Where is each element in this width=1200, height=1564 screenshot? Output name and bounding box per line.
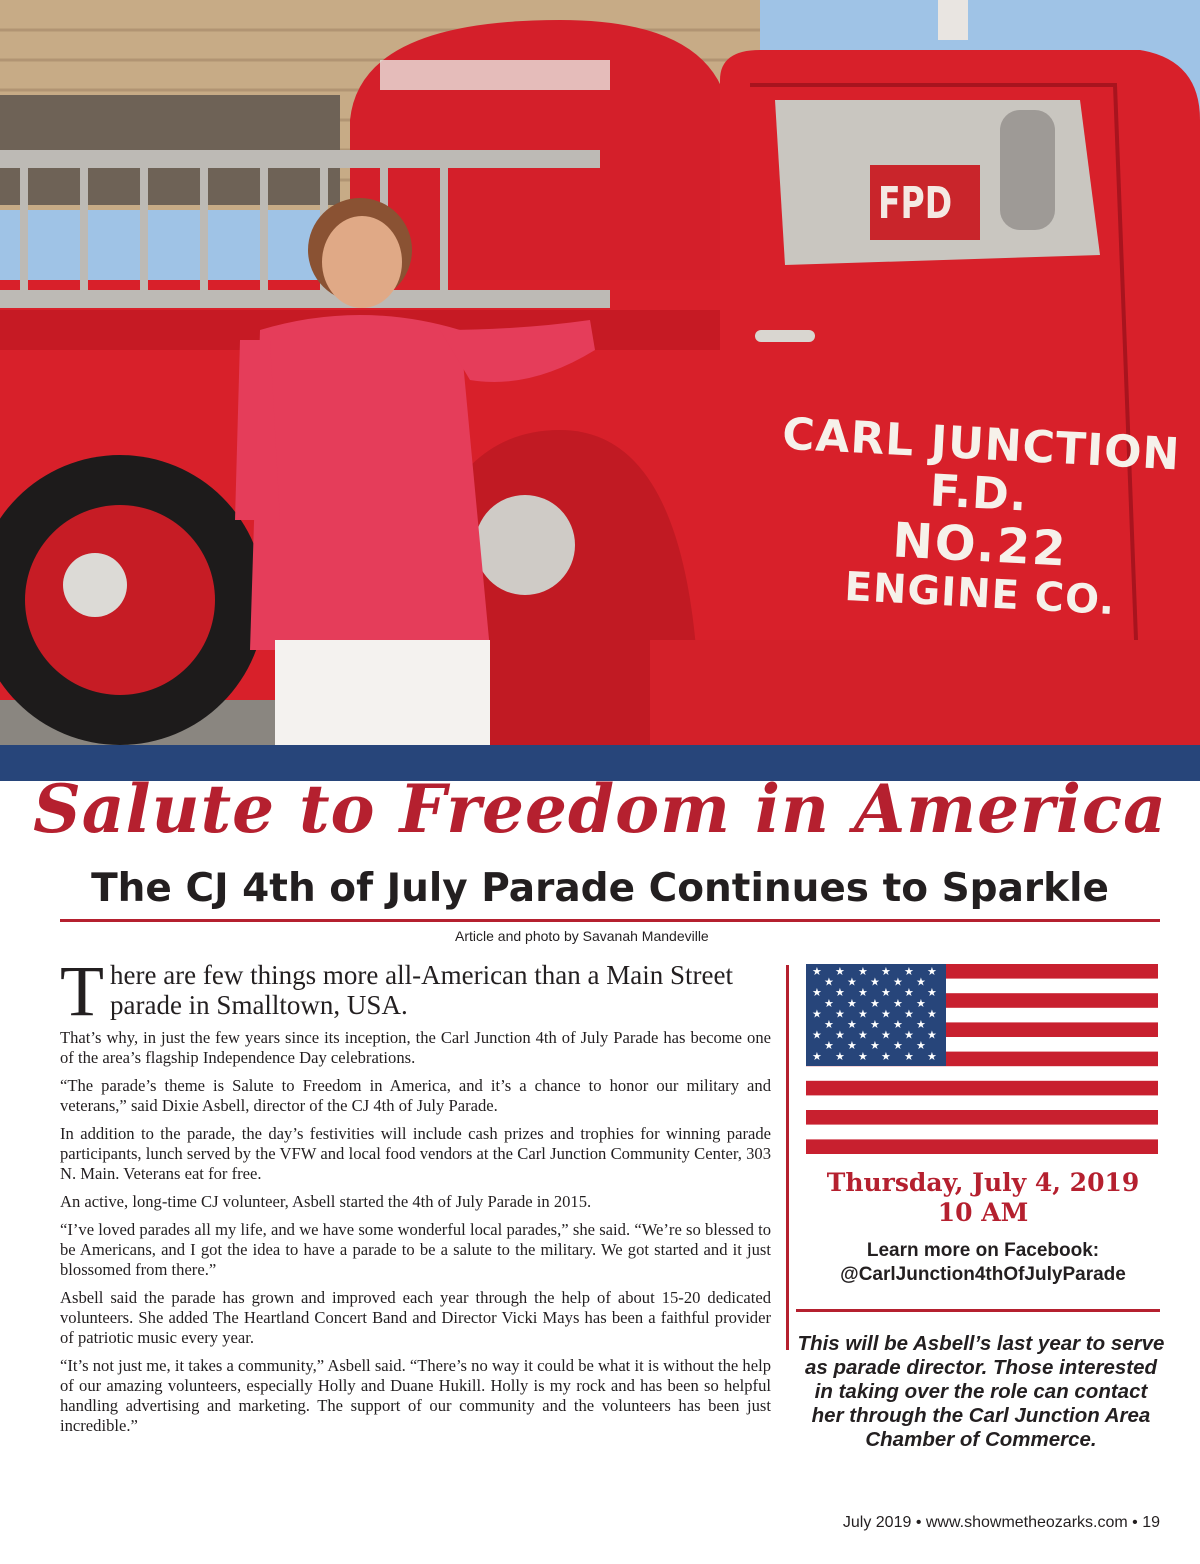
door-line-3: ENGINE CO. [843,564,1117,625]
article-body [60,951,771,1444]
event-date: Thursday, July 4, 2019 [826,1168,1140,1197]
flag-star: ★ [916,1018,926,1031]
door-line-1: CARL JUNCTION F.D. [781,408,1182,522]
lead-paragraph [60,951,771,1031]
flag-star: ★ [881,1028,891,1042]
flag-star: ★ [812,965,822,978]
paragraph: Asbell said the parade has grown and improved each year through the help of about 15-20 dedicated volunteers. She added The Heartland Concert Band and Director Vicki Mays has been a faithful provider of patriotic music every year. [60,1288,771,1347]
article-title: Salute to Freedom in America [33,770,1167,848]
director-note: This will be Asbell’s last year to serve as parade director. Those interested in taking over the role can contact her through the Carl Junction Area Chamber of Commerce. [797,1332,1165,1451]
flag-star: ★ [812,986,822,1000]
fire-truck-illustration [0,0,1200,745]
facebook-handle[interactable]: @CarlJunction4thOfJulyParade [840,1264,1126,1285]
paragraph: That’s why, in just the few years since its inception, the Carl Junction 4th of July Parade has become one of the area’s flagship Independence Day celebrations. [60,1028,771,1067]
flag-star: ★ [824,996,834,1010]
flag-star: ★ [835,986,845,1000]
flag-star: ★ [881,1007,891,1021]
flag-star: ★ [835,965,845,978]
flag-star: ★ [916,1039,926,1053]
flag-star: ★ [916,975,926,989]
flag-star: ★ [893,1039,903,1053]
sidebar-divider [796,1309,1160,1312]
flag-star: ★ [881,965,891,978]
paragraph: “The parade’s theme is Salute to Freedom in America, and it’s a chance to honor our military and veterans,” said Dixie Asbell, director of the CJ 4th of July Parade. [60,1076,771,1115]
flag-star: ★ [904,965,914,978]
flag-star: ★ [870,1039,880,1053]
door-line-2: NO.22 [891,511,1069,578]
flag-star: ★ [835,1049,845,1063]
article-subtitle: The CJ 4th of July Parade Continues to Sparkle [91,866,1109,911]
event-datetime [800,1168,1166,1228]
us-flag-icon [806,964,1158,1154]
flag-star: ★ [847,1018,857,1031]
paragraph: “I’ve loved parades all my life, and we have some wonderful local parades,” she said. “We’re so blessed to be Americans, and I got the idea to have a parade to be a salute to the military. We got started and it just blossomed from there.” [60,1220,771,1279]
flag-star: ★ [927,1049,937,1063]
flag-star: ★ [847,975,857,989]
flag-star: ★ [904,1049,914,1063]
flag-star: ★ [858,986,868,1000]
flag-star: ★ [812,1028,822,1042]
flag-star: ★ [904,986,914,1000]
event-time: 10 AM [937,1198,1029,1227]
page-footer: July 2019 • www.showmetheozarks.com • 19 [842,1514,1160,1531]
paragraph: In addition to the parade, the day’s festivities will include cash prizes and trophies for winning parade participants, lunch served by the VFW and local food vendors at the Carl Junction Community Center, 303 N. Main. Veterans eat for free. [60,1124,771,1183]
flag-star: ★ [904,1028,914,1042]
flag-star: ★ [870,975,880,989]
title-divider [60,919,1160,922]
flag-star: ★ [858,1028,868,1042]
flag-star: ★ [927,1028,937,1042]
flag-star: ★ [927,965,937,978]
flag-star: ★ [870,996,880,1010]
byline: Article and photo by Savanah Mandeville [455,928,709,944]
paragraph: “It’s not just me, it takes a community,” Asbell said. “There’s no way it could be what it is without the help of our amazing volunteers, especially Holly and Duane Hukill. Holly is my rock and has been so helpful handling advertising and marketing. The support of our community and the volunteers has been just incredible.” [60,1356,771,1435]
flag-star: ★ [858,965,868,978]
flag-star: ★ [847,1039,857,1053]
flag-star: ★ [881,986,891,1000]
truck-door-lettering [760,408,1200,625]
flag-star: ★ [824,975,834,989]
flag-star: ★ [893,1018,903,1031]
flag-star: ★ [927,986,937,1000]
flag-star: ★ [881,1049,891,1063]
paragraph: An active, long-time CJ volunteer, Asbell started the 4th of July Parade in 2015. [60,1192,592,1211]
flag-star: ★ [858,1049,868,1063]
lead-text: here are few things more all-American than a Main Street parade in Smalltown, USA. [109,960,733,1020]
flag-star: ★ [812,1007,822,1021]
window-sign-text: FPD [878,178,953,229]
flag-star: ★ [893,996,903,1010]
hero-photo [0,0,1200,745]
flag-star: ★ [893,975,903,989]
flag-star: ★ [904,1007,914,1021]
flag-star: ★ [812,1049,822,1063]
flag-star: ★ [835,1007,845,1021]
drop-cap: T [60,951,104,1031]
facebook-label: Learn more on Facebook: [866,1240,1100,1261]
flag-star: ★ [927,1007,937,1021]
flag-star: ★ [847,996,857,1010]
flag-star: ★ [870,1018,880,1031]
flag-star: ★ [916,996,926,1010]
flag-star: ★ [824,1039,834,1053]
column-divider [786,965,789,1350]
flag-star: ★ [824,1018,834,1031]
flag-star: ★ [835,1028,845,1042]
flag-star: ★ [858,1007,868,1021]
